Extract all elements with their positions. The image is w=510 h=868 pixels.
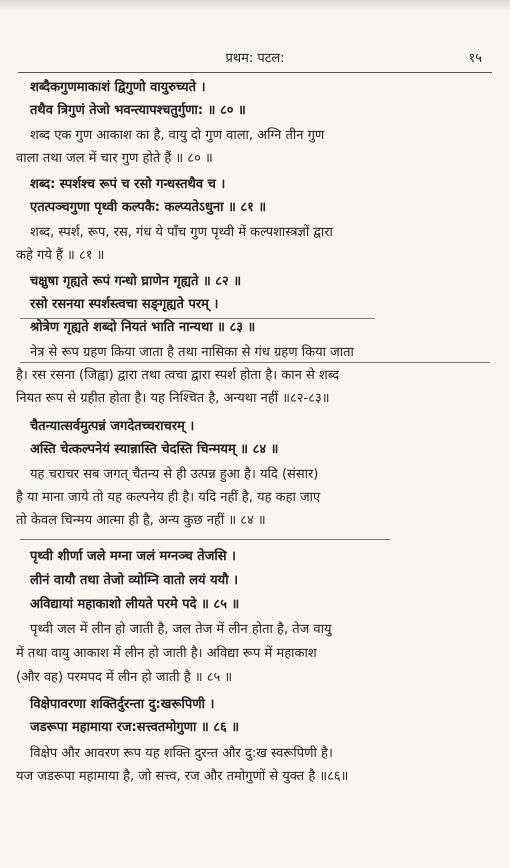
translation-line: पृथ्वी जल में लीन हो जाती है, जल तेज में लीन होता है, तेज वायु	[30, 622, 332, 637]
verse-line: एतत्पञ्चगुणा पृथ्वी कल्पकै: कल्प्यतेऽधुना ॥ ८१ ॥	[30, 200, 267, 215]
translation-line: शब्द एक गुण आकाश का है, वायु दो गुण वाला, अग्नि तीन गुण	[30, 128, 325, 143]
translation-line: (और वह) परमपद में लीन हो जाती है ॥ ८५ ॥	[16, 670, 233, 685]
translation-line: नेत्र से रूप ग्रहण किया जाता है तथा नासिका से गंध ग्रहण किया जाता	[30, 345, 354, 360]
translation-line: में तथा वायु आकाश में लीन हो जाती है। अविद्या रूप में महाकाश	[16, 646, 317, 661]
translation-line: है। रस रसना (जिह्वा) द्वारा तथा त्वचा द्वारा स्पर्श होता है। कान से शब्द	[16, 368, 339, 383]
verse-line: श्रोत्रेण गृह्यते शब्दो नियतं भाति नान्यथा ॥ ८३ ॥	[30, 320, 256, 335]
translation-line: वाला तथा जल में चार गुण होते हैं ॥ ८० ॥	[16, 151, 213, 166]
verse-underline	[20, 362, 490, 363]
verse-line: अविद्यायां महाकाशो लीयते परमे पदे ॥ ८५ ॥	[30, 597, 240, 612]
verse-line: शब्दैकगुणमाकाशं द्विगुणो वायुरुच्यते ।	[30, 80, 206, 95]
page-edge-shadow	[0, 0, 510, 10]
translation-line: तो केवल चिन्मय आत्मा ही है, अन्य कुछ नहीं ॥ ८४ ॥	[16, 513, 266, 528]
verse-line: विक्षेपावरणा शक्तिर्दुरन्ता दु:खरूपिणी ।	[30, 697, 215, 712]
chapter-title: प्रथम: पटल:	[225, 51, 285, 66]
translation-line: नियत रूप से ग्रहीत होता है। यह निश्चित है, अन्यथा नहीं ॥८२-८३॥	[16, 391, 330, 406]
page-number: १५	[468, 51, 482, 66]
verse-line: तथैव त्रिगुणं तेजो भवन्त्यापश्चतुर्गुणा: ॥ ८० ॥	[30, 103, 246, 118]
header-rule	[18, 72, 492, 73]
translation-line: है या माना जाये तो यह कल्पनेय ही है। यदि नहीं है, यह कहा जाए	[16, 490, 321, 505]
verse-line: शब्द: स्पर्शश्च रूपं च रसो गन्धस्तथैव च ।	[30, 177, 226, 192]
verse-line: अस्ति चेत्कल्पनेयं स्यान्नास्ति चेदस्ति चिन्मयम् ॥ ८४ ॥	[30, 442, 279, 457]
verse-line: पृथ्वी शीर्णा जले मग्ना जलं मग्नञ्च तेजसि ।	[30, 549, 236, 564]
translation-line: विक्षेप और आवरण रूप यह शक्ति दुरन्त और दु:ख स्वरूपिणी है।	[30, 746, 333, 761]
translation-line: शब्द, स्पर्श, रूप, रस, गंध ये पाँच गुण पृथ्वी में कल्पशास्त्रज्ञों द्वारा	[30, 225, 333, 240]
verse-line: रसो रसनया स्पर्शस्त्वचा सङ्गृह्यते परम् ।	[30, 297, 219, 312]
translation-line: यह चराचर सब जगत् चैतन्य से ही उत्पन्न हुआ है। यदि (संसार)	[30, 467, 319, 482]
verse-line: लीनं वायौ तथा तेजो व्योम्नि वातो लयं ययौ ।	[30, 573, 239, 588]
verse-line: चक्षुषा गृह्यते रूपं गन्धो घ्राणेन गृह्यते ॥ ८२ ॥	[30, 274, 242, 289]
verse-line: जडरूपा महामाया रज:सत्त्वतमोगुणा ॥ ८६ ॥	[30, 720, 240, 735]
verse-underline	[20, 539, 390, 540]
translation-line: कहे गये हैं ॥ ८१ ॥	[16, 248, 105, 263]
page-header	[18, 48, 492, 68]
verse-line: चैतन्यात्सर्वमुत्पन्नं जगदेतच्चराचरम् ।	[30, 419, 195, 434]
translation-line: यज जडरूपा महामाया है, जो सत्त्व, रज और तमोगुणों से युक्त है ॥८६॥	[16, 769, 349, 784]
